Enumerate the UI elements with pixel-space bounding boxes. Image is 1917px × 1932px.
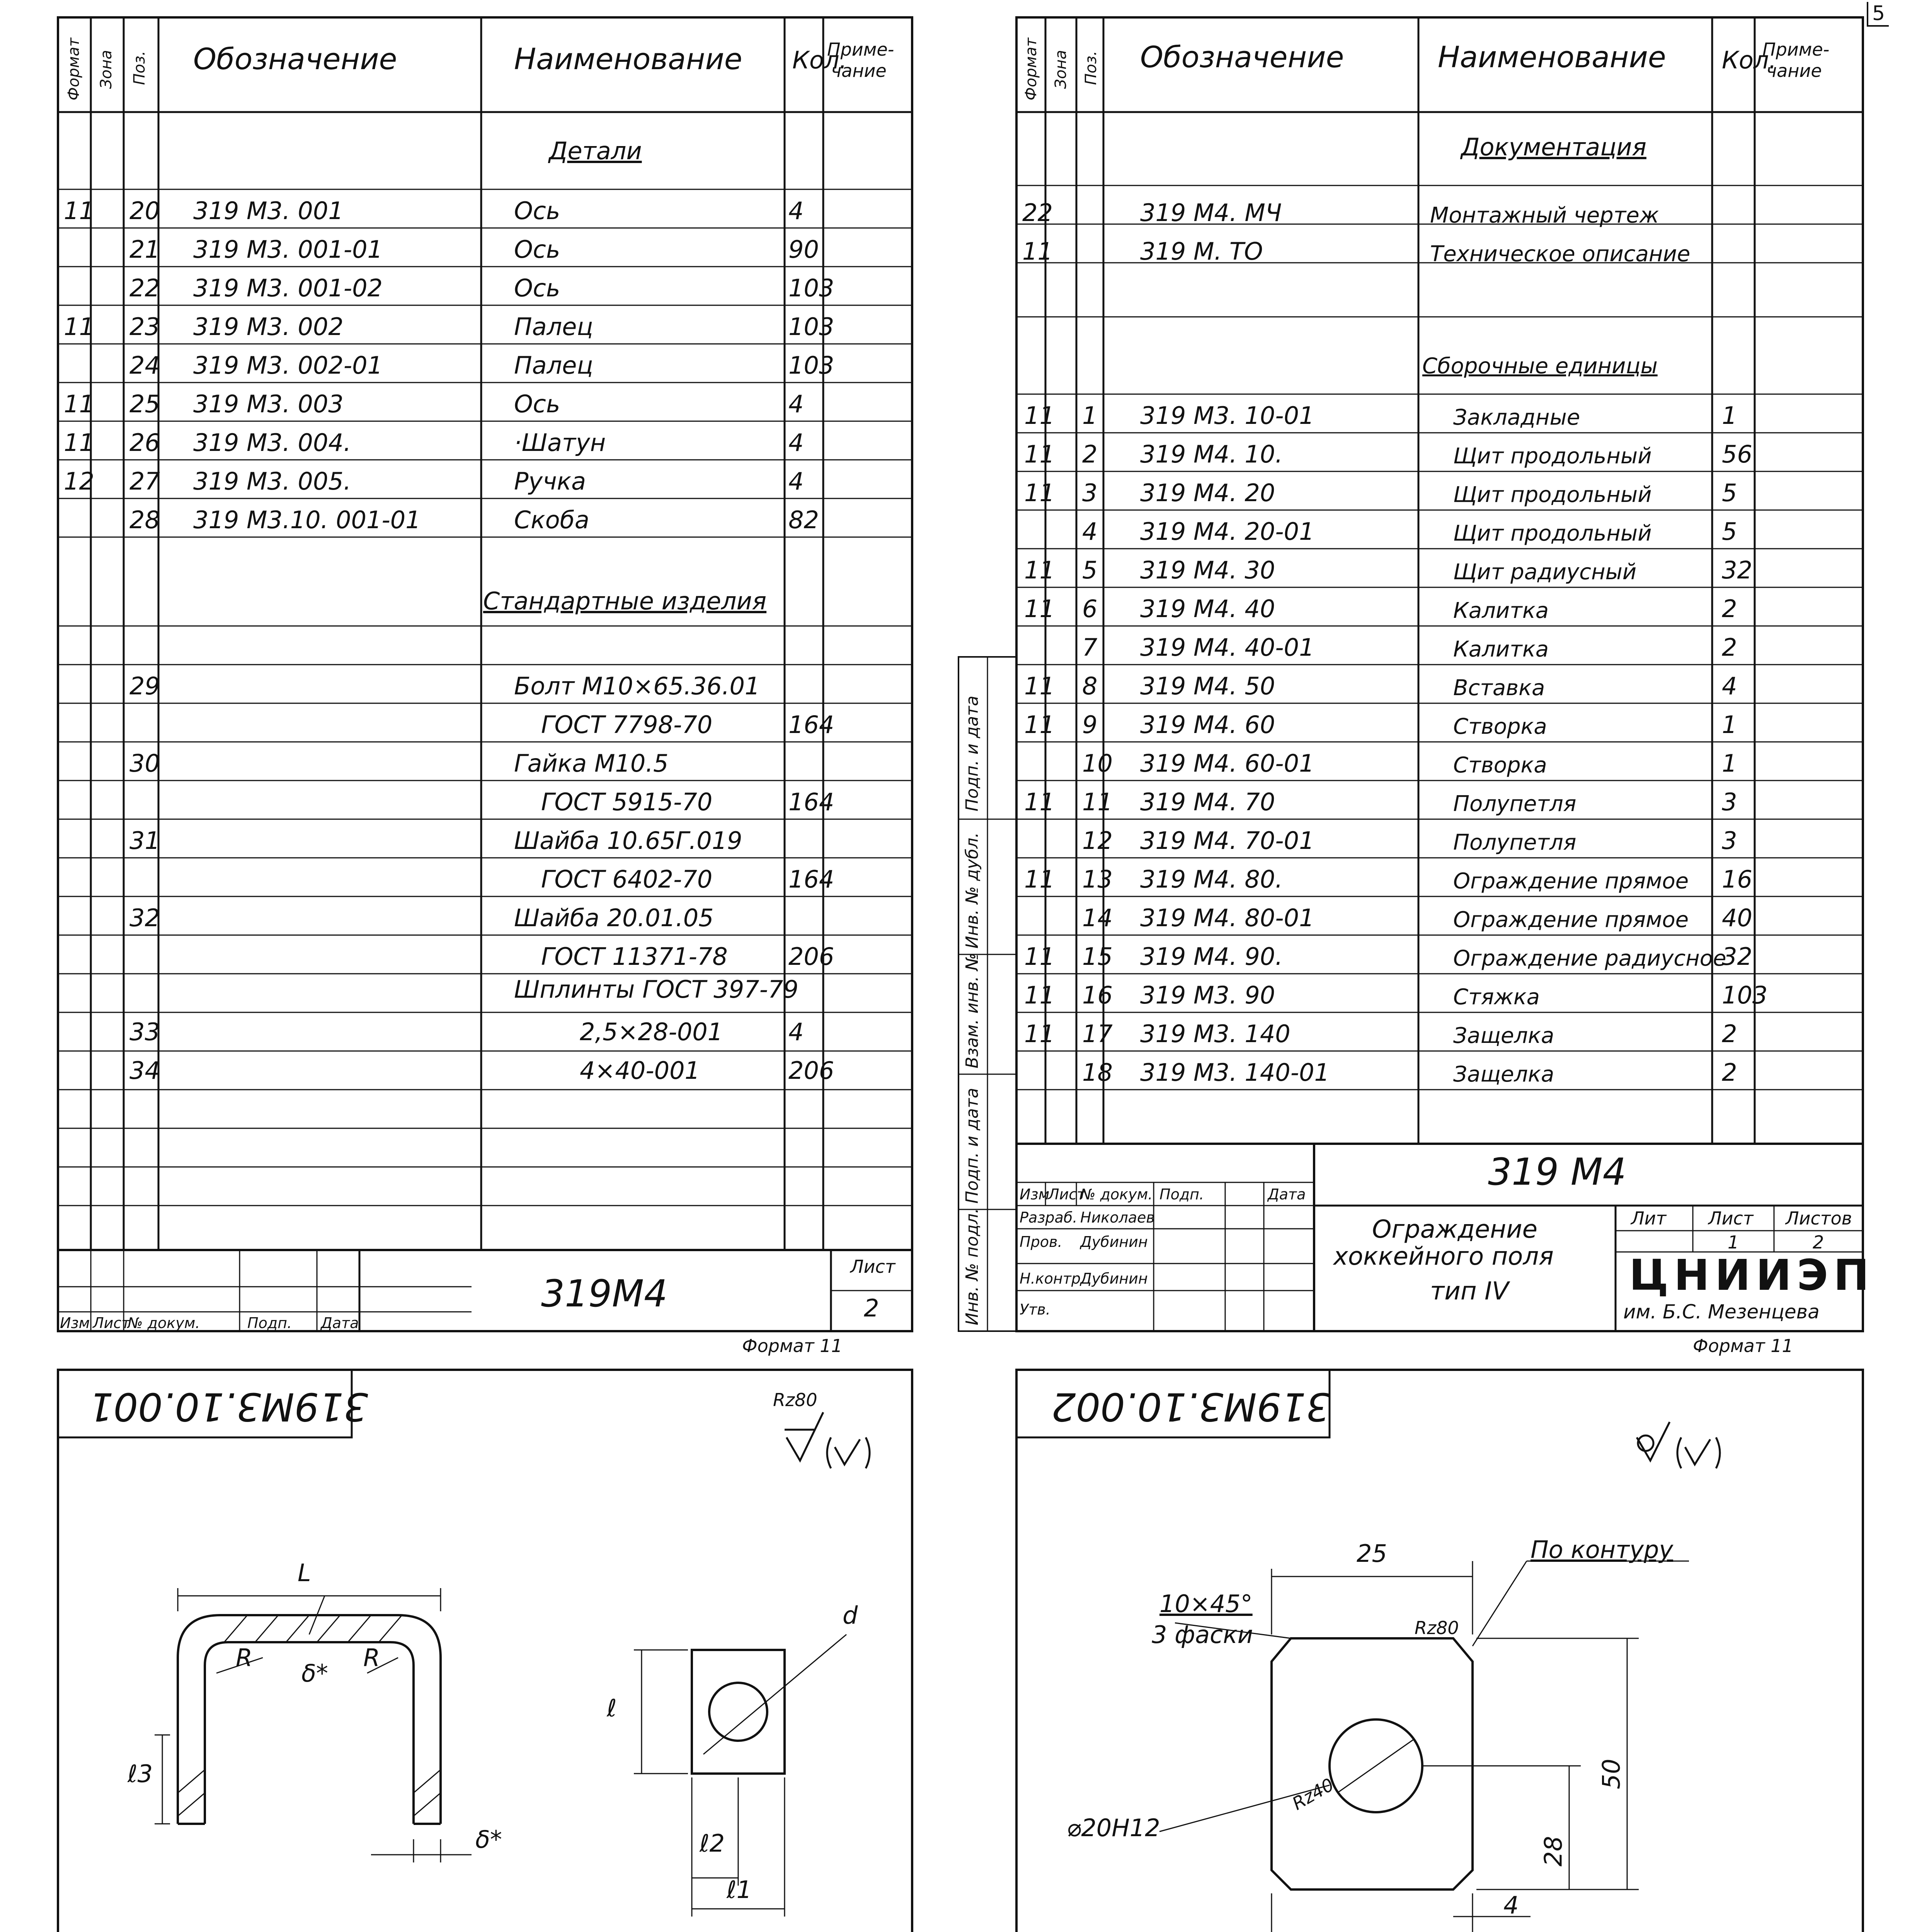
part-row-designation: 319 М3. 001 bbox=[193, 197, 344, 225]
r-stamp-title-3: тип IV bbox=[1430, 1277, 1509, 1306]
cotter-title: Шплинты ГОСТ 397-79 bbox=[514, 975, 798, 1003]
stamp-col-sign: Подп. bbox=[247, 1315, 292, 1332]
assembly-row-format: 11 bbox=[1024, 595, 1055, 623]
assembly-row-pos: 2 bbox=[1082, 440, 1098, 468]
label-contour: По контуру bbox=[1531, 1536, 1674, 1564]
assembly-row-name: Щит радиусный bbox=[1453, 560, 1637, 585]
doc-row-2-format: 11 bbox=[1022, 237, 1053, 265]
section-docs: Документация bbox=[1461, 133, 1646, 161]
margin-label-sign-date-1: Подп. и дата bbox=[962, 696, 982, 811]
r-stamp-role-1: Разраб. bbox=[1020, 1209, 1078, 1226]
doc-row-2-designation: 319 М. ТО bbox=[1140, 237, 1263, 265]
assembly-row-pos: 18 bbox=[1082, 1058, 1113, 1087]
part-row-qty: 4 bbox=[788, 390, 804, 418]
section-standard: Стандартные изделия bbox=[483, 587, 767, 615]
std-row-qty: 164 bbox=[788, 865, 834, 893]
section-assemblies: Сборочные единицы bbox=[1422, 354, 1658, 379]
assembly-row-format: 11 bbox=[1024, 711, 1055, 739]
assembly-row-qty: 2 bbox=[1722, 633, 1737, 662]
assembly-row-pos: 8 bbox=[1082, 672, 1098, 700]
assembly-row-designation: 319 М4. 30 bbox=[1140, 556, 1275, 584]
part-row-pos: 21 bbox=[129, 235, 160, 264]
std-row-pos: 32 bbox=[129, 904, 160, 932]
r-stamp-role-2: Пров. bbox=[1020, 1233, 1062, 1250]
roughness-label-1: Rz80 bbox=[773, 1389, 817, 1410]
format-label-right: Формат 11 bbox=[1693, 1335, 1793, 1356]
col-pos-header: Поз. bbox=[131, 51, 148, 85]
assembly-row-pos: 3 bbox=[1082, 479, 1098, 507]
r-col-note-header-2: чание bbox=[1766, 60, 1822, 81]
std-row-line1: Шайба 20.01.05 bbox=[514, 904, 714, 932]
part-row-pos: 24 bbox=[129, 351, 160, 379]
assembly-row-name: Полупетля bbox=[1453, 791, 1577, 816]
assembly-row-name: Ограждение прямое bbox=[1453, 869, 1689, 894]
chamfer-count: 3 фаски bbox=[1152, 1621, 1253, 1649]
assembly-row-pos: 4 bbox=[1082, 517, 1098, 546]
r-stamp-role-4: Утв. bbox=[1020, 1301, 1050, 1318]
assembly-row-qty: 56 bbox=[1722, 440, 1752, 468]
dim-28: 28 bbox=[1539, 1836, 1568, 1867]
assembly-row-name: Стяжка bbox=[1453, 985, 1540, 1010]
rz40-label: Rz40 bbox=[1289, 1774, 1338, 1815]
cotter-row-qty: 4 bbox=[788, 1018, 804, 1046]
assembly-row-name: Вставка bbox=[1453, 675, 1545, 701]
cotter-row-pos: 34 bbox=[129, 1056, 160, 1085]
r-stamp-sheet-no: 1 bbox=[1728, 1232, 1739, 1253]
r-stamp-title-2: хоккейного поля bbox=[1333, 1242, 1554, 1271]
assembly-row-designation: 319 М3. 10-01 bbox=[1140, 401, 1314, 430]
r-stamp-col-sign: Подп. bbox=[1159, 1186, 1204, 1203]
std-row-line1: Гайка М10.5 bbox=[514, 749, 669, 777]
part-row-name: Палец bbox=[514, 351, 593, 379]
part-row-qty: 4 bbox=[788, 467, 804, 495]
assembly-row-pos: 1 bbox=[1082, 401, 1098, 430]
assembly-row-designation: 319 М3. 140 bbox=[1140, 1020, 1290, 1048]
assembly-row-format: 11 bbox=[1024, 1020, 1055, 1048]
assembly-row-designation: 319 М4. 90. bbox=[1140, 942, 1283, 971]
std-row-line2: ГОСТ 7798-70 bbox=[541, 711, 713, 739]
part-row-format: 11 bbox=[64, 313, 94, 341]
stamp-code: 319М4 bbox=[541, 1272, 668, 1315]
assembly-row-qty: 1 bbox=[1722, 711, 1737, 739]
assembly-row-qty: 3 bbox=[1722, 827, 1737, 855]
r-col-name-header: Наименование bbox=[1438, 40, 1666, 74]
mirrored-code-2: 319М3.10.002 bbox=[1051, 1384, 1331, 1429]
assembly-row-format: 11 bbox=[1024, 672, 1055, 700]
assembly-row-designation: 319 М4. 80-01 bbox=[1140, 904, 1314, 932]
doc-row-2-name: Техническое описание bbox=[1430, 242, 1691, 267]
stamp-col-list: Лист bbox=[93, 1315, 130, 1332]
r-stamp-title-1: Ограждение bbox=[1372, 1215, 1537, 1244]
r-col-format-header: Формат bbox=[1022, 37, 1040, 100]
part-row-name: ·Шатун bbox=[514, 429, 606, 457]
cotter-row-pos: 33 bbox=[129, 1018, 160, 1046]
r-stamp-col-doc: № докум. bbox=[1080, 1186, 1153, 1203]
assembly-row-qty: 4 bbox=[1722, 672, 1737, 700]
part-row-name: Ручка bbox=[514, 467, 586, 495]
part-row-designation: 319 М3. 003 bbox=[193, 390, 344, 418]
assembly-row-pos: 10 bbox=[1082, 749, 1113, 777]
assembly-row-designation: 319 М4. 20-01 bbox=[1140, 517, 1314, 546]
part-row-name: Ось bbox=[514, 235, 560, 264]
assembly-row-designation: 319 М4. 10. bbox=[1140, 440, 1283, 468]
r-col-qty-header: Кол. bbox=[1722, 46, 1777, 74]
page-number: 5 bbox=[1867, 2, 1889, 27]
part-row-format: 11 bbox=[64, 390, 94, 418]
std-row-pos: 29 bbox=[129, 672, 160, 700]
part-row-pos: 22 bbox=[129, 274, 160, 302]
part-row-designation: 319 М3.10. 001-01 bbox=[193, 506, 421, 534]
dim-R-right: R bbox=[363, 1644, 380, 1672]
assembly-row-designation: 319 М4. 50 bbox=[1140, 672, 1275, 700]
rz80-label: Rz80 bbox=[1415, 1617, 1459, 1638]
assembly-row-format: 11 bbox=[1024, 556, 1055, 584]
part-row-qty: 103 bbox=[788, 313, 834, 341]
stamp-col-izm: Изм bbox=[60, 1315, 90, 1332]
margin-label-replace-inv: Взам. инв. № bbox=[962, 953, 982, 1068]
cotter-row-name: 4×40-001 bbox=[580, 1056, 700, 1085]
dim-4: 4 bbox=[1503, 1891, 1519, 1919]
section-details: Детали bbox=[549, 137, 642, 165]
format-label-left: Формат 11 bbox=[742, 1335, 843, 1356]
part-row-format: 12 bbox=[64, 467, 94, 495]
part-row-pos: 25 bbox=[129, 390, 160, 418]
std-row-qty: 164 bbox=[788, 788, 834, 816]
assembly-row-pos: 7 bbox=[1082, 633, 1098, 662]
assembly-row-name: Калитка bbox=[1453, 598, 1549, 623]
mirrored-code-1: 319М3.10.001 bbox=[89, 1384, 368, 1429]
std-row-line1: Болт М10×65.36.01 bbox=[514, 672, 760, 700]
part-row-name: Палец bbox=[514, 313, 593, 341]
stamp-sheet-label: Лист bbox=[850, 1256, 896, 1277]
r-stamp-col-izm: Изм bbox=[1020, 1186, 1050, 1203]
stamp-col-doc: № докум. bbox=[128, 1315, 200, 1332]
part-row-name: Ось bbox=[514, 390, 560, 418]
std-row-qty: 206 bbox=[788, 942, 834, 971]
part-row-name: Ось bbox=[514, 197, 560, 225]
r-stamp-sheet: Лист bbox=[1708, 1208, 1754, 1229]
r-col-note-header-1: Приме- bbox=[1762, 39, 1830, 60]
r-stamp-name-2: Дубинин bbox=[1080, 1233, 1148, 1250]
r-stamp-role-3: Н.контр. bbox=[1020, 1270, 1086, 1287]
std-row-line1: Шайба 10.65Г.019 bbox=[514, 827, 742, 855]
assembly-row-name: Защелка bbox=[1453, 1062, 1554, 1087]
assembly-row-pos: 14 bbox=[1082, 904, 1113, 932]
dim-l2: ℓ2 bbox=[700, 1829, 725, 1857]
r-stamp-sheets-no: 2 bbox=[1813, 1232, 1824, 1253]
r-stamp-code: 319 М4 bbox=[1488, 1150, 1626, 1194]
dim-l1: ℓ1 bbox=[727, 1876, 752, 1904]
std-row-line2: ГОСТ 6402-70 bbox=[541, 865, 713, 893]
part-row-pos: 28 bbox=[129, 506, 160, 534]
part-row-qty: 90 bbox=[788, 235, 819, 264]
assembly-row-qty: 1 bbox=[1722, 401, 1737, 430]
part-row-qty: 4 bbox=[788, 197, 804, 225]
col-note-header-2: чание bbox=[831, 60, 887, 81]
doc-row-1-format: 22 bbox=[1022, 199, 1053, 227]
hole-diameter: ⌀20Н12 bbox=[1067, 1814, 1160, 1842]
part-row-qty: 103 bbox=[788, 274, 834, 302]
assembly-row-designation: 319 М4. 40 bbox=[1140, 595, 1275, 623]
part-row-pos: 27 bbox=[129, 467, 160, 495]
r-stamp-col-list: Лист bbox=[1048, 1186, 1086, 1203]
assembly-row-designation: 319 М4. 60-01 bbox=[1140, 749, 1314, 777]
assembly-row-qty: 2 bbox=[1722, 595, 1737, 623]
dim-d: d bbox=[843, 1601, 858, 1629]
std-row-line2: ГОСТ 11371-78 bbox=[541, 942, 728, 971]
dim-50: 50 bbox=[1597, 1759, 1626, 1789]
dim-l3: ℓ3 bbox=[128, 1760, 153, 1788]
col-note-header-1: Приме- bbox=[827, 39, 894, 60]
assembly-row-qty: 3 bbox=[1722, 788, 1737, 816]
cotter-row-name: 2,5×28-001 bbox=[580, 1018, 723, 1046]
part-row-name: Скоба bbox=[514, 506, 589, 534]
assembly-row-pos: 9 bbox=[1082, 711, 1098, 739]
dim-delta: δ* bbox=[475, 1825, 502, 1854]
part-row-designation: 319 М3. 002 bbox=[193, 313, 344, 341]
assembly-row-pos: 5 bbox=[1082, 556, 1098, 584]
doc-row-1-name: Монтажный чертеж bbox=[1430, 203, 1659, 228]
assembly-row-qty: 103 bbox=[1722, 981, 1768, 1009]
assembly-row-qty: 5 bbox=[1722, 479, 1737, 507]
dim-L: L bbox=[298, 1559, 311, 1587]
assembly-row-qty: 2 bbox=[1722, 1020, 1737, 1048]
assembly-row-format: 11 bbox=[1024, 865, 1055, 893]
assembly-row-name: Створка bbox=[1453, 714, 1547, 739]
col-name-header: Наименование bbox=[514, 42, 742, 76]
dim-delta-top: δ* bbox=[301, 1659, 328, 1687]
assembly-row-name: Щит продольный bbox=[1453, 444, 1652, 469]
assembly-row-qty: 2 bbox=[1722, 1058, 1737, 1087]
assembly-row-designation: 319 М4. 70-01 bbox=[1140, 827, 1314, 855]
assembly-row-name: Щит продольный bbox=[1453, 521, 1652, 546]
stamp-col-date: Дата bbox=[321, 1315, 359, 1332]
stamp-sheet-number: 2 bbox=[864, 1294, 879, 1322]
dim-25: 25 bbox=[1357, 1539, 1387, 1568]
assembly-row-designation: 319 М3. 90 bbox=[1140, 981, 1275, 1009]
assembly-row-qty: 16 bbox=[1722, 865, 1752, 893]
std-row-line2: ГОСТ 5915-70 bbox=[541, 788, 713, 816]
dim-R-left: R bbox=[236, 1644, 253, 1672]
margin-label-dup-inv: Инв. № дубл. bbox=[962, 832, 982, 949]
part-row-designation: 319 М3. 002-01 bbox=[193, 351, 383, 379]
part-row-designation: 319 М3. 005. bbox=[193, 467, 351, 495]
part-row-pos: 26 bbox=[129, 429, 160, 457]
assembly-row-format: 11 bbox=[1024, 981, 1055, 1009]
part-row-designation: 319 М3. 001-02 bbox=[193, 274, 383, 302]
std-row-pos: 30 bbox=[129, 749, 160, 777]
part-row-pos: 20 bbox=[129, 197, 160, 225]
r-stamp-name-1: Николаев bbox=[1080, 1209, 1155, 1226]
assembly-row-pos: 13 bbox=[1082, 865, 1113, 893]
assembly-row-qty: 1 bbox=[1722, 749, 1737, 777]
assembly-row-name: Ограждение прямое bbox=[1453, 907, 1689, 932]
doc-row-1-designation: 319 М4. МЧ bbox=[1140, 199, 1282, 227]
margin-label-orig-inv: Инв. № подл. bbox=[962, 1208, 982, 1325]
part-row-designation: 319 М3. 004. bbox=[193, 429, 351, 457]
std-row-qty: 164 bbox=[788, 711, 834, 739]
assembly-row-designation: 319 М4. 60 bbox=[1140, 711, 1275, 739]
chamfer-size: 10×45° bbox=[1159, 1590, 1253, 1618]
assembly-row-format: 11 bbox=[1024, 942, 1055, 971]
r-col-pos-header: Поз. bbox=[1082, 51, 1100, 85]
r-stamp-org-sub: им. Б.С. Мезенцева bbox=[1623, 1301, 1820, 1323]
assembly-row-designation: 319 М3. 140-01 bbox=[1140, 1058, 1330, 1087]
std-row-pos: 31 bbox=[129, 827, 160, 855]
part-row-qty: 103 bbox=[788, 351, 834, 379]
assembly-row-pos: 11 bbox=[1082, 788, 1113, 816]
assembly-row-designation: 319 М4. 20 bbox=[1140, 479, 1275, 507]
assembly-row-format: 11 bbox=[1024, 788, 1055, 816]
assembly-row-pos: 6 bbox=[1082, 595, 1098, 623]
assembly-row-name: Щит продольный bbox=[1453, 482, 1652, 507]
r-stamp-org: ЦНИИЭП bbox=[1629, 1250, 1875, 1300]
col-qty-header: Кол. bbox=[792, 46, 847, 74]
margin-label-sign-date-2: Подп. и дата bbox=[962, 1088, 982, 1204]
assembly-row-pos: 16 bbox=[1082, 981, 1113, 1009]
col-format-header: Формат bbox=[65, 37, 83, 100]
part-row-format: 11 bbox=[64, 197, 94, 225]
assembly-row-name: Защелка bbox=[1453, 1023, 1554, 1048]
r-stamp-name-3: Дубинин bbox=[1080, 1270, 1148, 1287]
assembly-row-designation: 319 М4. 70 bbox=[1140, 788, 1275, 816]
r-stamp-lit: Лит bbox=[1631, 1208, 1667, 1229]
assembly-row-qty: 32 bbox=[1722, 556, 1752, 584]
dim-l: ℓ bbox=[607, 1694, 617, 1722]
assembly-row-name: Калитка bbox=[1453, 637, 1549, 662]
col-zone-header: Зона bbox=[97, 50, 115, 89]
assembly-row-pos: 12 bbox=[1082, 827, 1113, 855]
part-row-designation: 319 М3. 001-01 bbox=[193, 235, 383, 264]
col-designation-header: Обозначение bbox=[193, 42, 397, 76]
r-stamp-col-date: Дата bbox=[1268, 1186, 1306, 1203]
assembly-row-name: Полупетля bbox=[1453, 830, 1577, 855]
assembly-row-name: Створка bbox=[1453, 753, 1547, 778]
assembly-row-pos: 17 bbox=[1082, 1020, 1113, 1048]
assembly-row-format: 11 bbox=[1024, 440, 1055, 468]
assembly-row-qty: 32 bbox=[1722, 942, 1752, 971]
r-col-zone-header: Зона bbox=[1052, 50, 1070, 89]
part-row-qty: 82 bbox=[788, 506, 819, 534]
cotter-row-qty: 206 bbox=[788, 1056, 834, 1085]
assembly-row-pos: 15 bbox=[1082, 942, 1113, 971]
assembly-row-designation: 319 М4. 80. bbox=[1140, 865, 1283, 893]
part-row-format: 11 bbox=[64, 429, 94, 457]
assembly-row-designation: 319 М4. 40-01 bbox=[1140, 633, 1314, 662]
assembly-row-qty: 40 bbox=[1722, 904, 1752, 932]
assembly-row-qty: 5 bbox=[1722, 517, 1737, 546]
r-col-designation-header: Обозначение bbox=[1140, 40, 1344, 74]
assembly-row-name: Ограждение радиусное bbox=[1453, 946, 1726, 971]
part-row-name: Ось bbox=[514, 274, 560, 302]
r-stamp-sheets: Листов bbox=[1786, 1208, 1852, 1229]
assembly-row-format: 11 bbox=[1024, 401, 1055, 430]
assembly-row-format: 11 bbox=[1024, 479, 1055, 507]
part-row-qty: 4 bbox=[788, 429, 804, 457]
assembly-row-name: Закладные bbox=[1453, 405, 1580, 430]
part-row-pos: 23 bbox=[129, 313, 160, 341]
